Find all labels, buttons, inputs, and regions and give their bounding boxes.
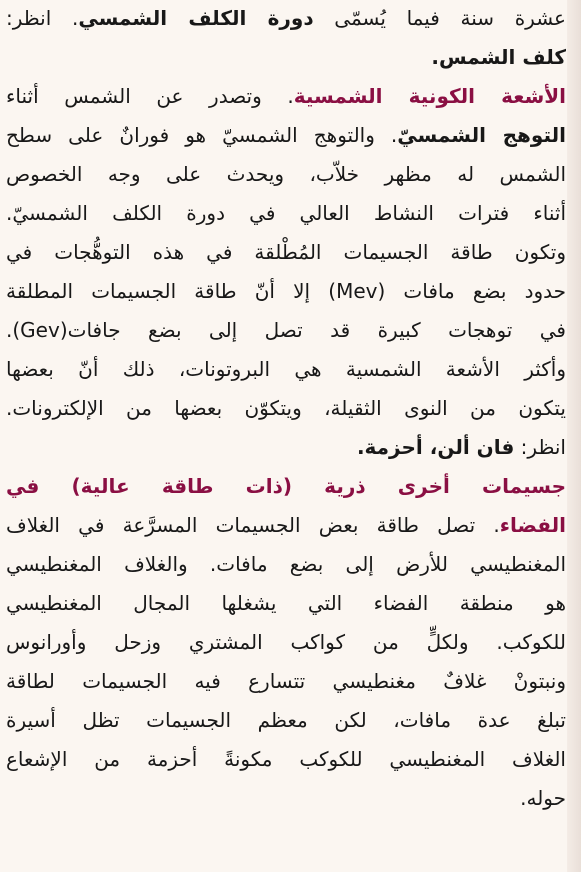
text-line bbox=[6, 430, 566, 464]
text-run: وتكون طاقة الجسيمات المُطْلقة في هذه التوهُّجات في bbox=[6, 240, 566, 264]
text-run: تبلغ عدة مافات، لكن معظم الجسيمات تظل أسيرة bbox=[6, 708, 566, 732]
text-run: . انظر: bbox=[6, 6, 79, 30]
text-line bbox=[6, 586, 566, 620]
text-line bbox=[6, 313, 566, 347]
text-run: حدود بضع مافات (Mev) إلا أنّ طاقة الجسيمات المطلقة bbox=[6, 279, 566, 303]
text-run: وأكثر الأشعة الشمسية هي البروتونات، ذلك أنّ بعضها bbox=[6, 357, 566, 381]
text-line bbox=[6, 1, 566, 35]
text-run: يتكون من النوى الثقيلة، ويتكوّن بعضها من الإلكترونات. bbox=[6, 396, 566, 420]
text-line bbox=[6, 274, 566, 308]
text-line bbox=[6, 742, 566, 776]
text-line bbox=[6, 40, 566, 74]
text-line bbox=[6, 79, 566, 113]
text-line bbox=[6, 235, 566, 269]
text-run: عشرة سنة فيما يُسمّى bbox=[313, 6, 566, 30]
text-run: ونبتونْ غلافٌ مغنطيسي تتسارع فيه الجسيمات لطاقة bbox=[6, 669, 566, 693]
text-line bbox=[6, 391, 566, 425]
text-line bbox=[6, 703, 566, 737]
text-run: الشمس له مظهر خلاّب، ويحدث على وجه الخصوص bbox=[6, 162, 566, 186]
text-line bbox=[6, 352, 566, 386]
text-line bbox=[6, 781, 566, 815]
text-line bbox=[6, 196, 566, 230]
text-run: . والتوهج الشمسيّ هو فورانٌ على سطح bbox=[6, 123, 398, 147]
text-run: هو منطقة الفضاء التي يشغلها المجال المغنطيسي bbox=[6, 591, 566, 615]
text-run: أثناء فترات النشاط العالي في دورة الكلف الشمسيّ. bbox=[6, 201, 566, 225]
text-run: للكوكب. ولكلٍّ من كواكب المشتري وزحل وأورانوس bbox=[6, 630, 566, 654]
document-page bbox=[6, 0, 566, 872]
text-run: . تصل طاقة بعض الجسيمات المسرَّعة في الغلاف bbox=[6, 513, 500, 537]
entry-heading: الأشعة الكونية الشمسية bbox=[293, 84, 566, 108]
text-run: في توهجات كبيرة قد تصل إلى بضع جافات(Gev). bbox=[6, 318, 566, 342]
term-link: دورة الكلف الشمسي bbox=[78, 6, 314, 30]
text-line bbox=[6, 664, 566, 698]
text-run: انظر: bbox=[514, 435, 566, 459]
page-edge-shadow bbox=[567, 0, 581, 872]
text-run: . وتصدر عن الشمس أثناء bbox=[6, 84, 294, 108]
term-link: كلف الشمس. bbox=[431, 45, 566, 69]
text-run: المغنطيسي للأرض إلى بضع مافات. والغلاف المغنطيسي bbox=[6, 552, 566, 576]
term-link: التوهج الشمسيّ bbox=[397, 123, 566, 147]
text-run: الغلاف المغنطيسي للكوكب مكونةً أحزمة من الإشعاع bbox=[6, 747, 566, 771]
text-run: حوله. bbox=[520, 786, 566, 810]
text-line bbox=[6, 469, 566, 503]
term-link: فان ألن، أحزمة. bbox=[356, 435, 515, 459]
text-line bbox=[6, 547, 566, 581]
text-line bbox=[6, 157, 566, 191]
text-line bbox=[6, 625, 566, 659]
text-line bbox=[6, 118, 566, 152]
entry-heading: جسيمات أخرى ذرية (ذات طاقة عالية) في bbox=[6, 474, 566, 498]
entry-heading: الفضاء bbox=[499, 513, 566, 537]
text-line bbox=[6, 508, 566, 542]
